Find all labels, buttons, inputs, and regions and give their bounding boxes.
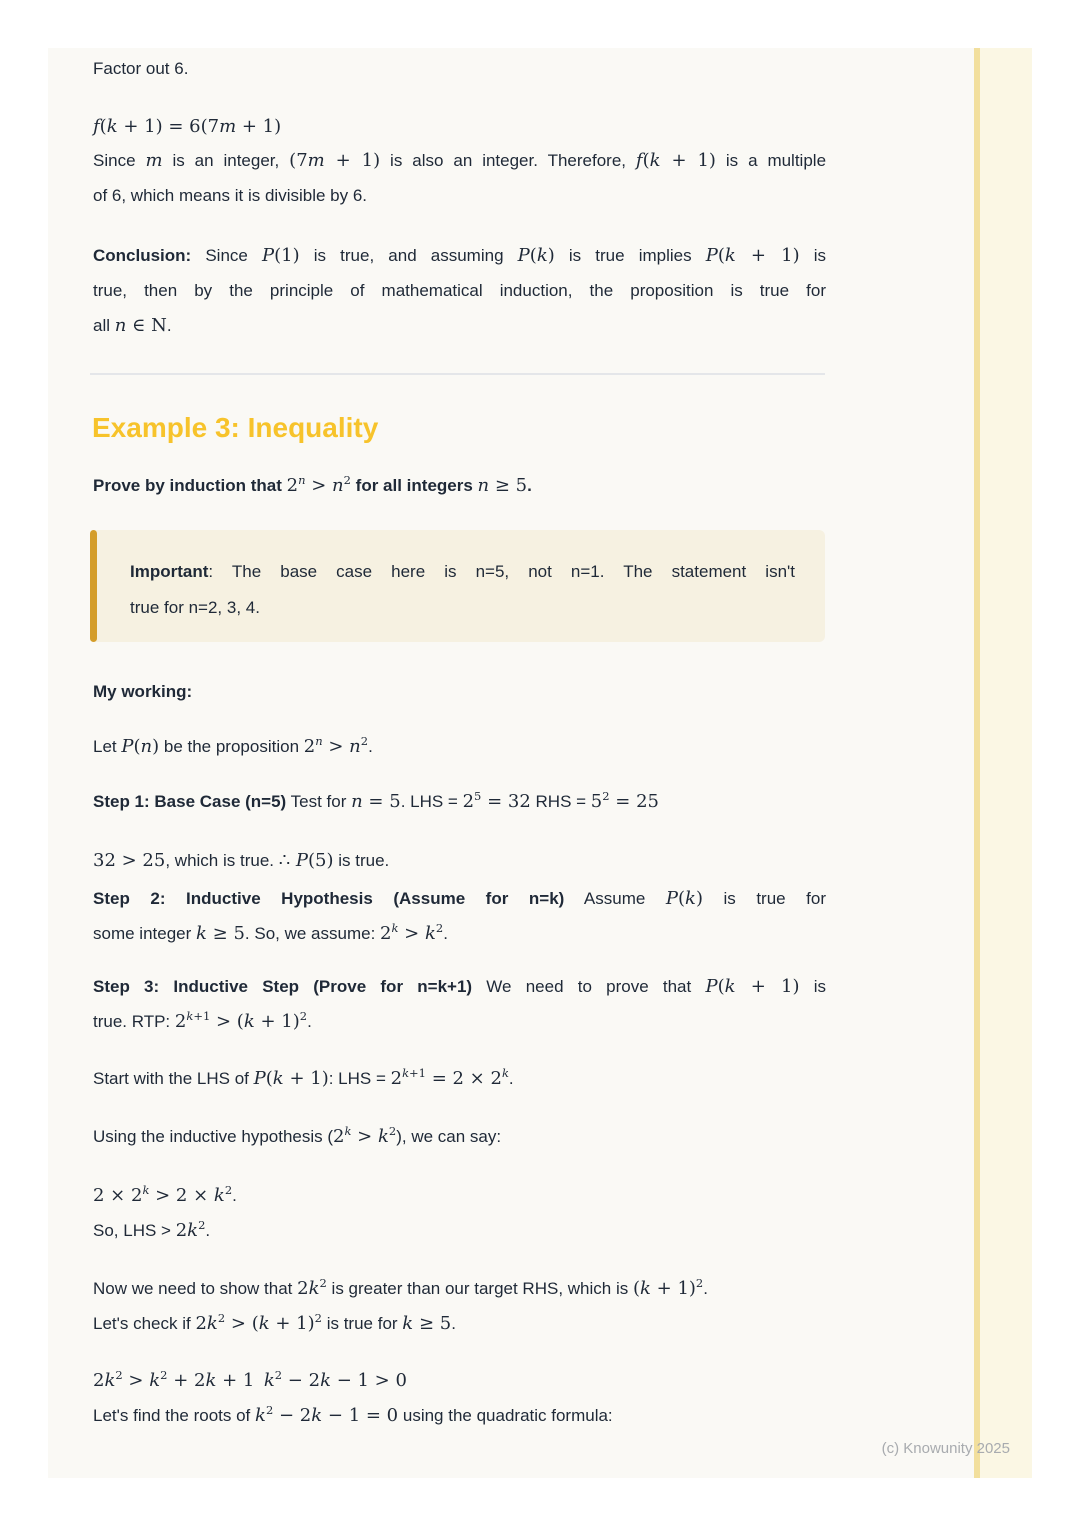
callout-important — [90, 530, 825, 642]
paragraph-so-lhs: So, LHS > $2k^2$. — [93, 1218, 211, 1241]
paragraph-step3-inductive-step: Step 3: Inductive Step (Prove for n=k+1) We need to prove that P(k + 1) is true. RTP: $2^{k+1} > (k + 1)^2$. — [93, 976, 827, 1032]
callout-accent-bar — [90, 530, 97, 642]
math-line-f-k-plus-1: f(k + 1) = 6(7m + 1) — [93, 116, 282, 137]
section-divider — [90, 373, 825, 375]
paragraph-step1-base-case: Step 1: Base Case (n=5) Test for n = 5. LHS = $2^5 = 32$ RHS = $5^2 = 25$ — [93, 789, 660, 812]
paragraph-using-hypothesis: Using the inductive hypothesis $(2^k > k^2)$, we can say: — [93, 1124, 502, 1147]
paragraph-conclusion: Conclusion: Since P(1) is true, and assuming P(k) is true implies P(k + 1) is true, then by the principle of mathematical induction, the proposition is true for all n ∈ N. — [93, 245, 827, 336]
paragraph-let-pn: Let P(n) be the proposition $2^n > n^2$. — [93, 734, 373, 757]
paragraph-find-roots: Let's find the roots of $k^2 - 2k - 1 = 0$ using the quadratic formula: — [93, 1403, 613, 1426]
paragraph-now-show: Now we need to show that $2k^2$ is greater than our target RHS, which is $(k + 1)^2$. Let's check if $2k^2 > (k + 1)^2$ is true for k ≥ 5. — [93, 1276, 708, 1334]
paragraph-prove-statement: Prove by induction that $2^n > n^2$ for all integers n ≥ 5. — [93, 473, 532, 496]
page-edge-accent-panel — [980, 48, 1032, 1478]
paragraph-step2-hypothesis: Step 2: Inductive Hypothesis (Assume for n=k) Assume P(k) is true for some integer k ≥ 5. So, we assume: $2^k > k^2$. — [93, 888, 826, 944]
paragraph-factor-out: Factor out 6. — [93, 59, 189, 78]
paragraph-start-with-lhs: Start with the LHS of P(k + 1): LHS = $2^{k+1} = 2 \times 2^k$. — [93, 1066, 514, 1089]
callout-text: Important: The base case here is n=5, not n=1. The statement isn't true for n=2, 3, 4. — [130, 562, 795, 617]
math-line-expanded-inequality: $2k^2 > k^2 + 2k + 1$ $k^2 - 2k - 1 > 0$ — [93, 1368, 407, 1391]
copyright-text: (c) Knowunity 2025 — [881, 1440, 1010, 1457]
heading-example-3: Example 3: Inequality — [92, 412, 379, 443]
paragraph-32-gt-25: 32 > 25, which is true. ∴ P(5) is true. — [93, 850, 390, 871]
math-line-double-inequality: $2 \times 2^k > 2 \times k^2$. — [93, 1183, 237, 1206]
paragraph-since-integer: Since m is an integer, (7m + 1) is also an integer. Therefore, f(k + 1) is a multiple of 6, which means it is divisible by 6. — [93, 150, 827, 205]
paragraph-my-working: My working: — [93, 682, 193, 701]
